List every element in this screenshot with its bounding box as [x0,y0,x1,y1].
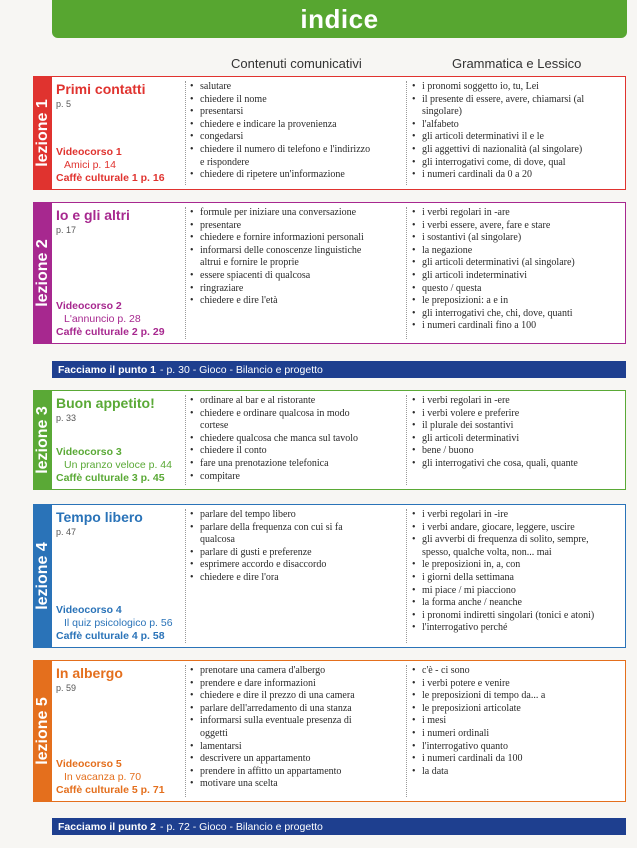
lesson-2 [33,202,626,344]
list-item: • informarsi delle conoscenze linguistiche [190,245,410,258]
list-item: • i pronomi indiretti singolari (tonici e atoni) [412,610,622,623]
lesson-title: Tempo libero [56,509,143,525]
list-item: • il presente di essere, avere, chiamarsi (al [412,94,622,107]
list-item: qualcosa [200,534,235,546]
list-item: • i numeri ordinali [412,728,622,741]
list-item: • l'interrogativo perché [412,622,622,635]
lesson-3 [33,390,626,490]
grammatica-list [412,207,622,333]
list-item: • i verbi andare, giocare, leggere, uscire [412,522,622,535]
caffe-culturale: Caffè culturale 4 p. 58 [56,630,165,642]
list-item: • le preposizioni: a e in [412,295,622,308]
list-item: • questo / questa [412,283,622,296]
list-item: • lamentarsi [190,741,410,754]
list-item: • le preposizioni articolate [412,703,622,716]
lesson-page: p. 5 [56,99,72,109]
grammatica-list [412,665,622,778]
lesson-page: p. 17 [56,225,77,235]
list-item: • chiedere e dire il prezzo di una camera [190,690,410,703]
contenuti-list [190,665,410,791]
videocorso-label: Videocorso 1 [56,146,122,158]
list-item: • la forma anche / neanche [412,597,622,610]
list-item: • prendere e dare informazioni [190,678,410,691]
list-item: • i sostantivi (al singolare) [412,232,622,245]
lesson-title: Primi contatti [56,81,146,97]
list-item: • fare una prenotazione telefonica [190,458,410,471]
list-item: • essere spiacenti di qualcosa [190,270,410,283]
videocorso-title: L'annuncio p. 28 [64,313,141,325]
header-contenuti: Contenuti comunicativi [231,56,362,71]
list-item: spesso, qualche volta, non... mai [422,546,552,558]
lesson-4 [33,504,626,648]
lesson-title: In albergo [56,665,123,681]
videocorso-label: Videocorso 4 [56,604,122,616]
list-item: e rispondere [200,156,250,168]
list-item: • gli aggettivi di nazionalità (al singolare) [412,144,622,157]
list-item: • chiedere e dire l'età [190,295,410,308]
list-item: • chiedere qualcosa che manca sul tavolo [190,433,410,446]
list-item: • i verbi essere, avere, fare e stare [412,220,622,233]
list-item: • gli interrogativi che, chi, dove, quanti [412,308,622,321]
list-item: • esprimere accordo e disaccordo [190,559,410,572]
list-item: • chiedere il conto [190,445,410,458]
list-item: • la data [412,766,622,779]
videocorso-title: In vacanza p. 70 [64,771,142,783]
list-item: • mi piace / mi piacciono [412,585,622,598]
lesson-tab: lezione 5 [34,661,52,801]
list-item: • chiedere il nome [190,94,410,107]
list-item: • i verbi regolari in -ere [412,395,622,408]
lesson-title: Io e gli altri [56,207,130,223]
list-item: oggetti [200,727,228,739]
lesson-page: p. 59 [56,683,77,693]
list-item: singolare) [422,106,462,118]
list-item: • informarsi sulla eventuale presenza di [190,715,410,728]
list-item: • parlare della frequenza con cui si fa [190,522,410,535]
list-item: • i numeri cardinali da 100 [412,753,622,766]
list-item: • chiedere e ordinare qualcosa in modo [190,408,410,421]
list-item: • i verbi potere e venire [412,678,622,691]
videocorso-title: Amici p. 14 [64,159,116,171]
list-item: • gli articoli indeterminativi [412,270,622,283]
caffe-culturale: Caffè culturale 5 p. 71 [56,784,165,796]
list-item: • gli interrogativi come, di dove, qual [412,157,622,170]
videocorso-label: Videocorso 5 [56,758,122,770]
list-item: • presentarsi [190,106,410,119]
lesson-title: Buon appetito! [56,395,155,411]
list-item: • c'è - ci sono [412,665,622,678]
lesson-1 [33,76,626,190]
contenuti-list [190,509,410,585]
list-item: • gli interrogativi che cosa, quali, quante [412,458,622,471]
list-item: • l'alfabeto [412,119,622,132]
list-item: • chiedere e dire l'ora [190,572,410,585]
contenuti-list [190,207,410,308]
list-item: • l'interrogativo quanto [412,741,622,754]
grammatica-list [412,509,622,635]
list-item: • parlare di gusti e preferenze [190,547,410,560]
list-item: • gli articoli determinativi (al singolare) [412,257,622,270]
list-item: • compitare [190,471,410,484]
list-item: • gli avverbi di frequenza di solito, sempre, [412,534,622,547]
list-item: • le preposizioni di tempo da... a [412,690,622,703]
list-item: • gli articoli determinativi il e le [412,131,622,144]
title-banner [52,0,627,38]
list-item: • chiedere e indicare la provenienza [190,119,410,132]
list-item: • i numeri cardinali fino a 100 [412,320,622,333]
list-item: • parlare dell'arredamento di una stanza [190,703,410,716]
list-item: • presentare [190,220,410,233]
list-item: • ringraziare [190,283,410,296]
list-item: • formule per iniziare una conversazione [190,207,410,220]
list-item: • i pronomi soggetto io, tu, Lei [412,81,622,94]
list-item: • descrivere un appartamento [190,753,410,766]
caffe-culturale: Caffè culturale 3 p. 45 [56,472,165,484]
grammatica-list [412,395,622,471]
videocorso-label: Videocorso 3 [56,446,122,458]
list-item: • salutare [190,81,410,94]
page-title: indice [300,3,379,34]
list-item: • bene / buono [412,445,622,458]
list-item: • chiedere il numero di telefono e l'indirizzo [190,144,410,157]
list-item: • i verbi regolari in -are [412,207,622,220]
list-item: • i verbi volere e preferire [412,408,622,421]
lesson-page: p. 33 [56,413,77,423]
list-item: • congedarsi [190,131,410,144]
list-item: • i numeri cardinali da 0 a 20 [412,169,622,182]
list-item: • i mesi [412,715,622,728]
list-item: cortese [200,420,229,432]
list-item: • prenotare una camera d'albergo [190,665,410,678]
lesson-tab: lezione 4 [34,505,52,647]
lesson-5 [33,660,626,802]
list-item: • i verbi regolari in -ire [412,509,622,522]
list-item: • motivare una scelta [190,778,410,791]
list-item: • le preposizioni in, a, con [412,559,622,572]
list-item: • gli articoli determinativi [412,433,622,446]
lesson-tab: lezione 2 [34,203,52,343]
grammatica-list [412,81,622,182]
videocorso-title: Il quiz psicologico p. 56 [64,617,173,629]
contenuti-list [190,395,410,483]
facciamo-il-punto-2: Facciamo il punto 2 - p. 72 - Gioco - Bilancio e progetto [52,818,626,835]
list-item: • prendere in affitto un appartamento [190,766,410,779]
header-grammatica: Grammatica e Lessico [452,56,582,71]
list-item: • parlare del tempo libero [190,509,410,522]
list-item: • il plurale dei sostantivi [412,420,622,433]
list-item: • chiedere e fornire informazioni personali [190,232,410,245]
caffe-culturale: Caffè culturale 1 p. 16 [56,172,165,184]
facciamo-il-punto-1: Facciamo il punto 1 - p. 30 - Gioco - Bilancio e progetto [52,361,626,378]
videocorso-title: Un pranzo veloce p. 44 [64,459,172,471]
list-item: altrui e fornire le proprie [200,257,299,269]
list-item: • la negazione [412,245,622,258]
list-item: • chiedere di ripetere un'informazione [190,169,410,182]
lesson-tab: lezione 3 [34,391,52,489]
caffe-culturale: Caffè culturale 2 p. 29 [56,326,165,338]
list-item: • ordinare al bar e al ristorante [190,395,410,408]
videocorso-label: Videocorso 2 [56,300,122,312]
lesson-tab: lezione 1 [34,77,52,189]
lesson-page: p. 47 [56,527,77,537]
contenuti-list [190,81,410,182]
list-item: • i giorni della settimana [412,572,622,585]
